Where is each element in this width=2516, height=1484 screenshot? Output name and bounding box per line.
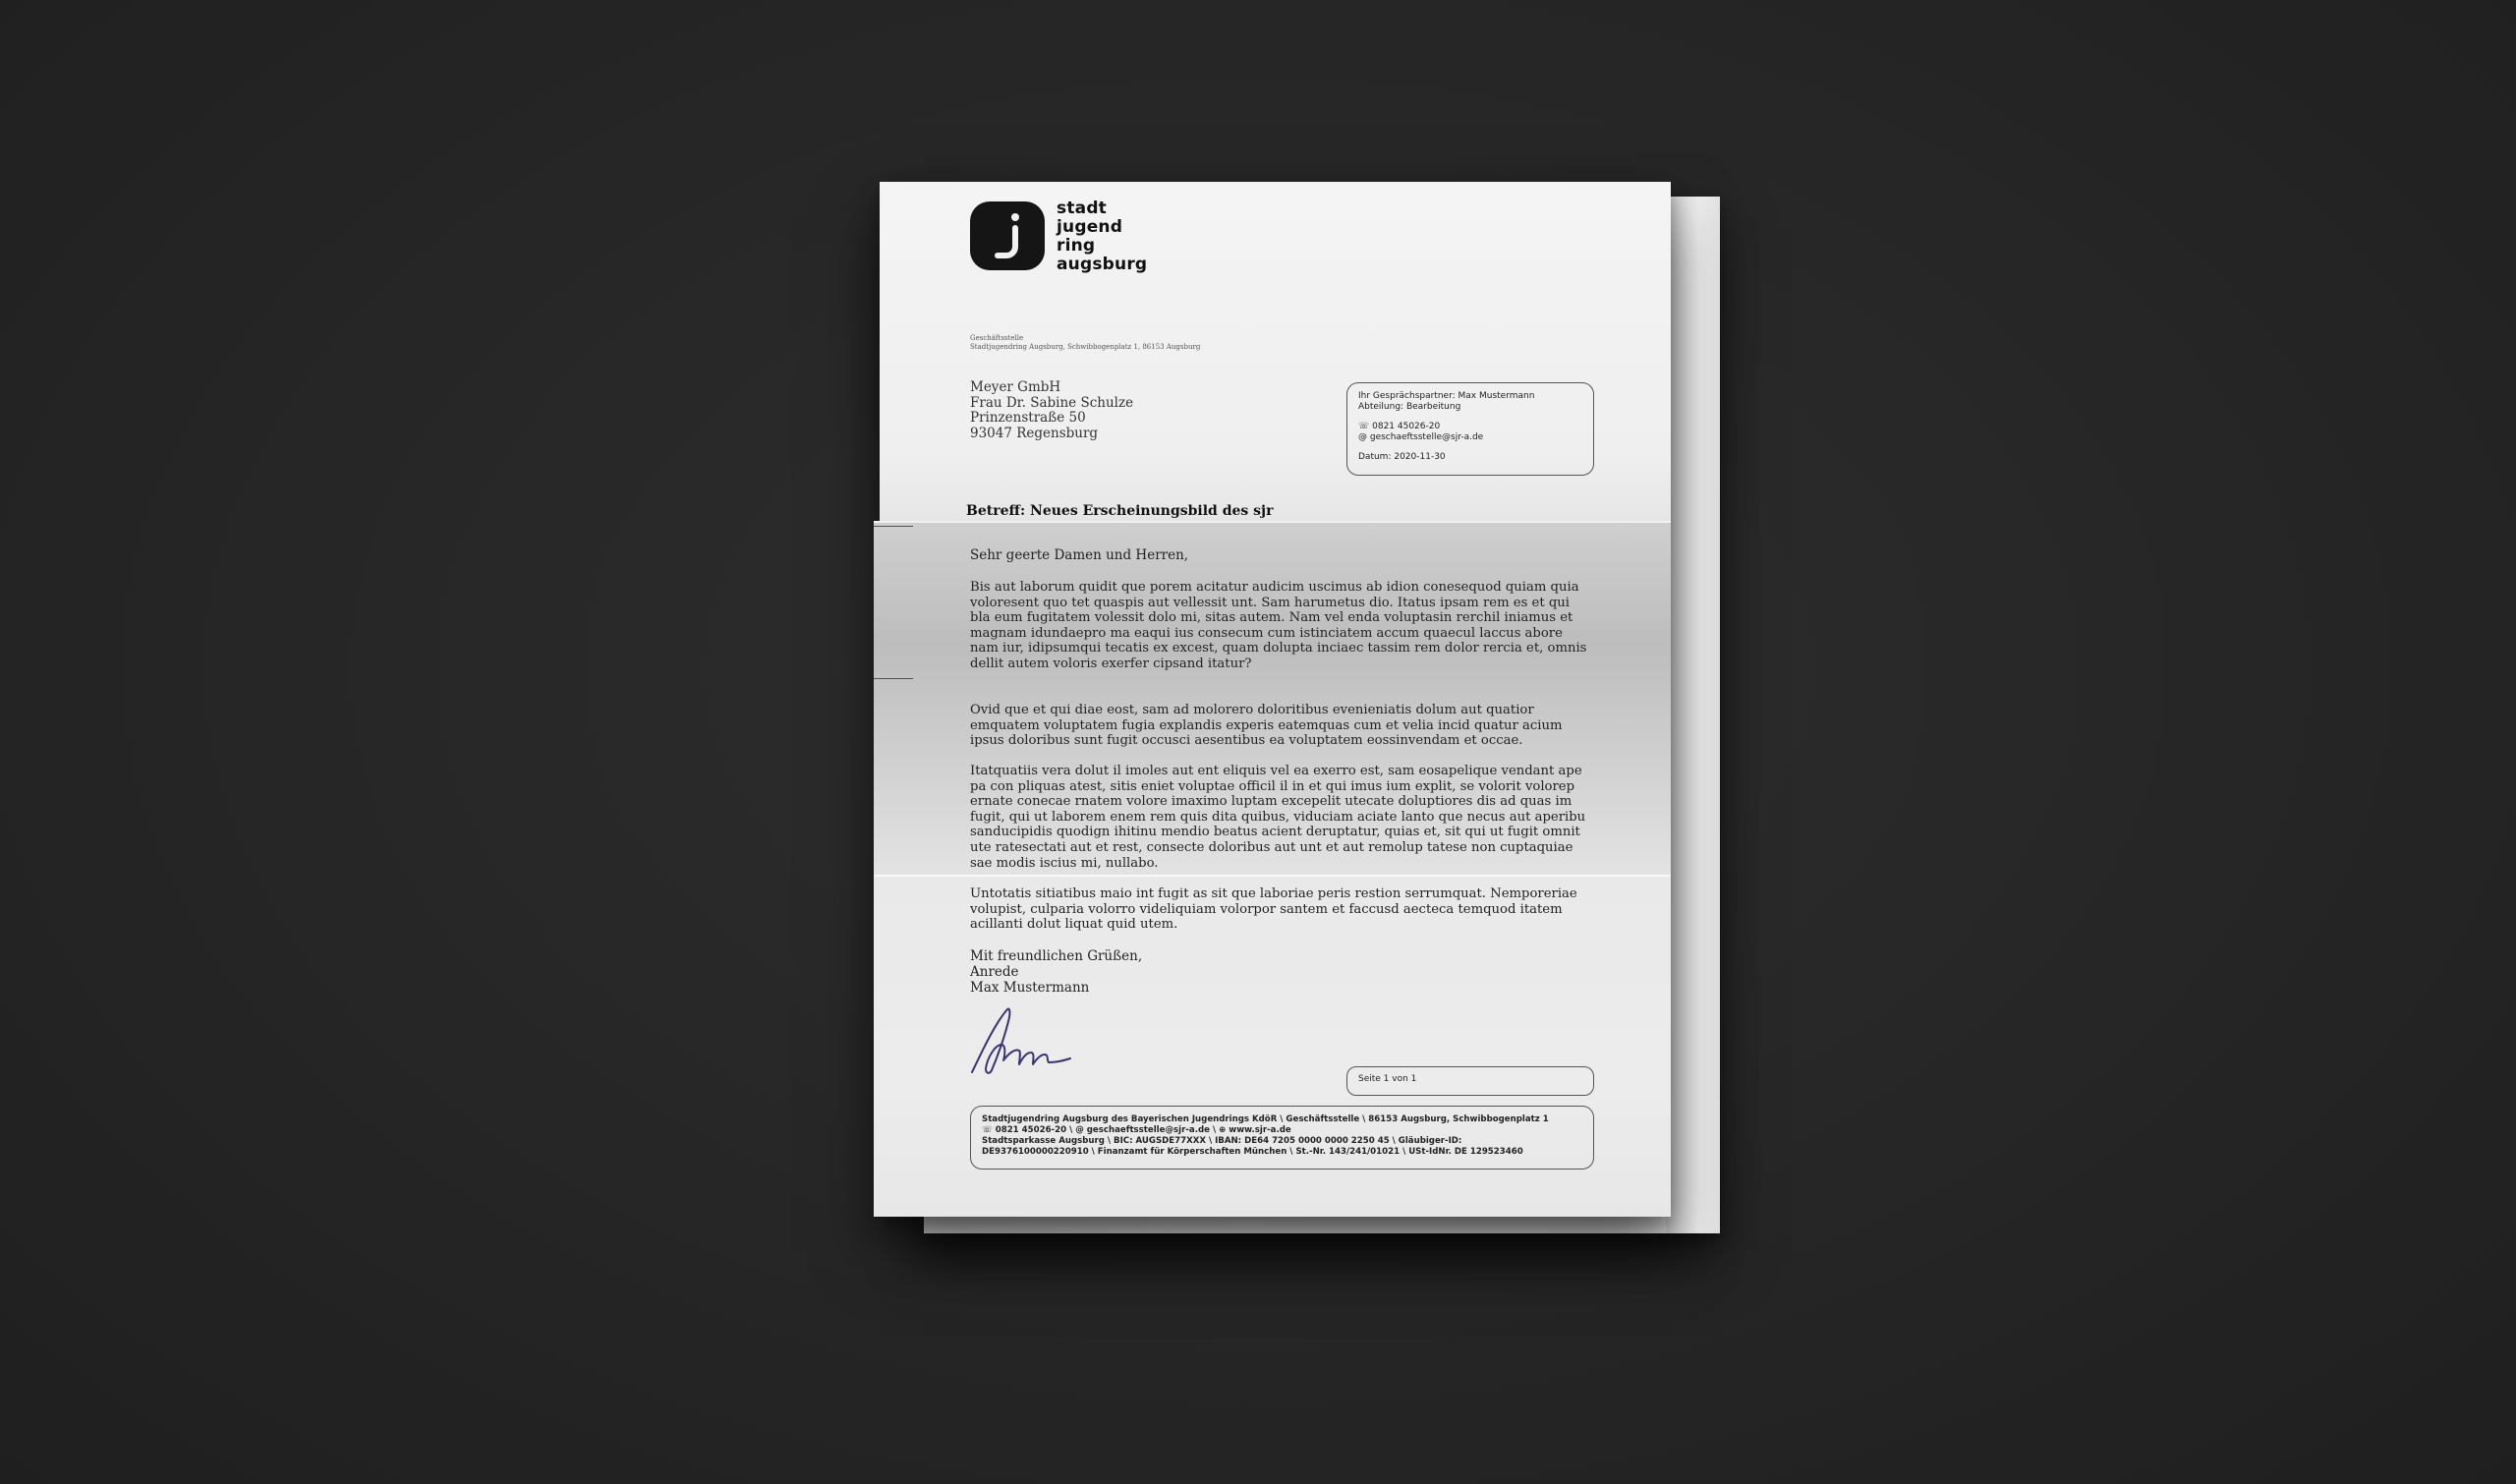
closing-line: Anrede xyxy=(970,964,1019,980)
sender-address xyxy=(970,334,1200,352)
fold-mark-upper xyxy=(874,526,913,527)
recipient-line: Prinzenstraße 50 xyxy=(970,410,1086,426)
closing-line: Max Mustermann xyxy=(970,980,1090,996)
contact-email: @ geschaeftsstelle@sjr-a.de xyxy=(1358,432,1484,442)
logo-icon xyxy=(970,201,1045,270)
body-paragraph-3: Itatquatiis vera dolut il imoles aut ent eliquis vel ea exerro est, sam eosapelique vendant ape pa con pliquas atest, sitis eniet voluptae officil il in et qui imus ium explit, se volorit volorep ernate conecae rnatem volore imaximo luptam excepelit utecate doluptiores dis ad quas im fugit, qui ut laborem enem rem quis dita quibus, viduciam aciate lanto que necus aut aperibu sanducipidis quodign ihitinu mendio beatus acient deruptatur, quias et, sit qui ut fugit omnit ute ratesectati aut et rest, consecte doloribus aut unt et aut remolup tatese non cuptaquiae sae modis iscius mi, nullabo. xyxy=(970,764,1586,871)
body-paragraph-4: Untotatis sitiatibus maio int fugit as sit que laboriae peris restion serrumquat. Nemporeriae volupist, culparia volorro videliquiam volorpor santem et faccusd aecteca temquod itatem acillanti dolut liquat quid utem. xyxy=(970,886,1577,933)
sender-line: Stadtjugendring Augsburg, Schwibbogenplatz 1, 86153 Augsburg xyxy=(970,343,1201,351)
recipient-address xyxy=(970,380,1133,441)
recipient-line: Meyer GmbH xyxy=(970,379,1061,395)
logo-line: augsburg xyxy=(1057,255,1148,274)
body-paragraph-1: Bis aut laborum quidit que porem acitatur audicim uscimus ab idion conesequod quiam quia voloresent quo tet quaspis aut vellessit unt. Sam harumetus dio. Itatus ipsam rem es et qui bla eum fugitatem volessit dolo mi, sitas autem. Nam vel enda voluptasin rerchil iniamus et magnam idundaepro ma eaqui ius consecum cum istinciatem accum quaecul laccus abore nam iur, idipsumqui tecatis ex excest, quam dolupta inciaec tassim rem dolor rercia et, omnis dellit autem voloris exerfer cipsand itatur? xyxy=(970,580,1587,671)
footer-line: DE9376100000220910 \ Finanzamt für Körperschaften München \ St.-Nr. 143/241/01021 \ USt-IdNr. DE 129523460 xyxy=(982,1147,1523,1157)
footer-line: Stadtsparkasse Augsburg \ BIC: AUGSDE77XXX \ IBAN: DE64 7205 0000 0000 2250 45 \ Gläubiger-ID: xyxy=(982,1136,1462,1146)
fold-line-upper xyxy=(874,521,1671,523)
letter-salutation: Sehr geerte Damen und Herren, xyxy=(970,547,1189,563)
recipient-line: 93047 Regensburg xyxy=(970,425,1099,441)
recipient-line: Frau Dr. Sabine Schulze xyxy=(970,394,1134,411)
logo-line: ring xyxy=(1057,236,1096,256)
page-indicator: Seite 1 von 1 xyxy=(1346,1066,1594,1096)
punch-mark xyxy=(874,678,913,679)
footer-line: ☏ 0821 45026-20 \ @ geschaeftsstelle@sjr-a.de \ ⊕ www.sjr-a.de xyxy=(982,1125,1291,1135)
logo-wordmark xyxy=(1057,200,1147,274)
letter-footer xyxy=(970,1106,1594,1170)
back-sheet-edge xyxy=(1666,197,1720,1233)
footer-line: Stadtjugendring Augsburg des Bayerischen Jugendrings KdöR \ Geschäftsstelle \ 86153 Augsburg, Schwibbogenplatz 1 xyxy=(982,1114,1549,1124)
letter xyxy=(880,182,1671,1217)
logo-line: stadt xyxy=(1057,199,1108,218)
fold-line-lower xyxy=(874,875,1671,877)
contact-department: Abteilung: Bearbeitung xyxy=(1358,402,1461,412)
contact-partner: Ihr Gesprächspartner: Max Mustermann xyxy=(1358,391,1535,401)
body-paragraph-2: Ovid que et qui diae eost, sam ad molorero doloritibus evenieniatis dolum aut quatior emquatem voluptatem fugia explandis experis eatemquas cum et velia incid quatur acium ipsus doloribus sunt fugit occusci aesentibus ea voluptatem eossinvendam et occae. xyxy=(970,703,1563,749)
closing-line: Mit freundlichen Grüßen, xyxy=(970,948,1143,964)
logo-line: jugend xyxy=(1057,217,1123,237)
contact-date: Datum: 2020-11-30 xyxy=(1358,452,1446,462)
handwritten-signature xyxy=(966,1005,1084,1076)
letter-closing xyxy=(970,948,1142,996)
letter-subject: Betreff: Neues Erscheinungsbild des sjr xyxy=(966,503,1274,519)
contact-info-box xyxy=(1346,382,1594,476)
contact-phone: ☏ 0821 45026-20 xyxy=(1358,422,1441,431)
sender-line: Geschäftsstelle xyxy=(970,334,1024,342)
